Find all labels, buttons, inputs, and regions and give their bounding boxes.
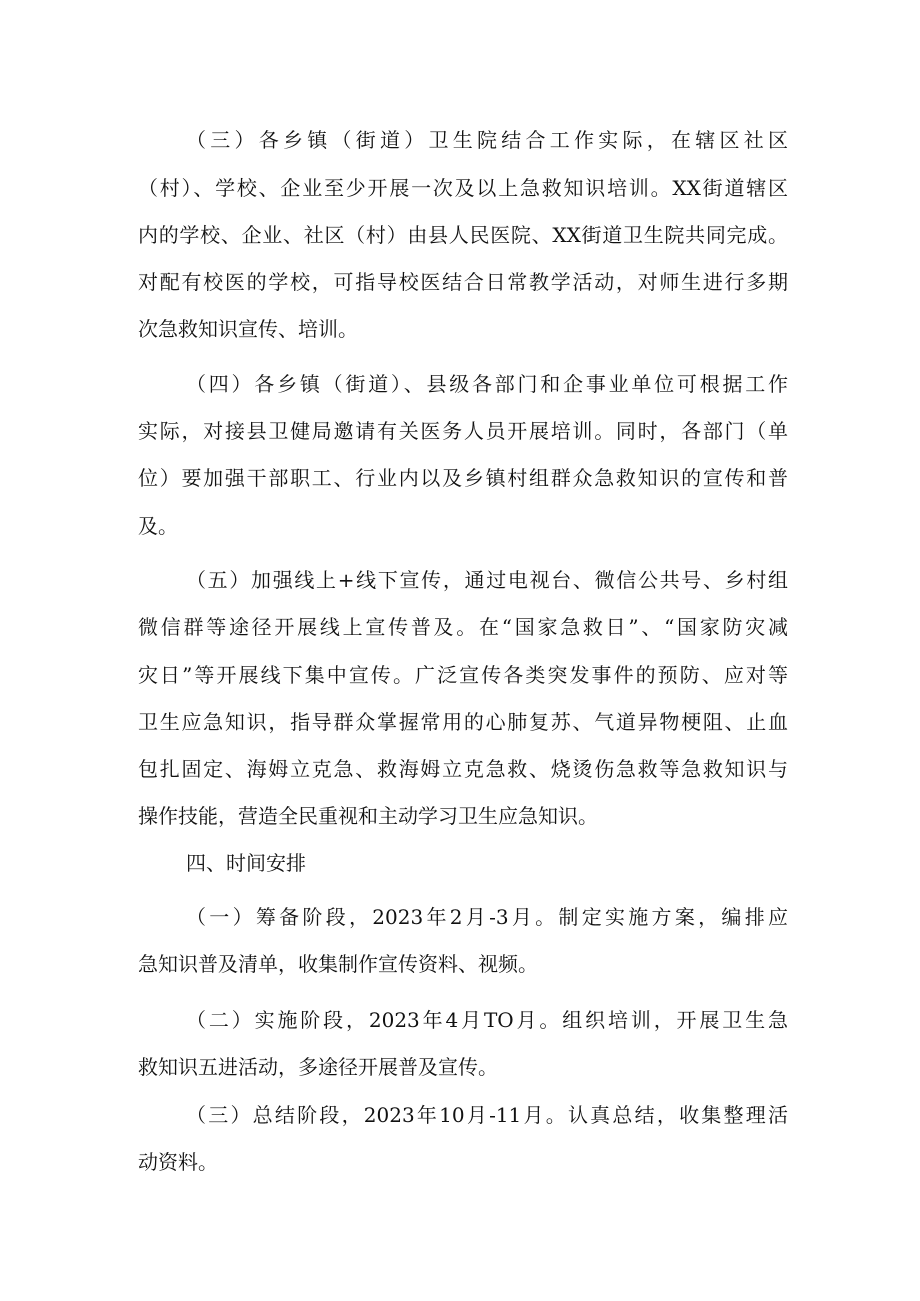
paragraph-4-line-2: 实际，对接县卫健局邀请有关医务人员开展培训。同时，各部门（单 bbox=[138, 419, 788, 443]
paragraph-4-line-3: 位）要加强干部职工、行业内以及乡镇村组群众急救知识的宣传和普 bbox=[138, 466, 788, 490]
schedule-item-1-line-1: （一）筹备阶段，2023年2月-3月。制定实施方案，编排应 bbox=[186, 905, 788, 929]
schedule-item-3-line-1: （三）总结阶段，2023年10月-11月。认真总结，收集整理活 bbox=[186, 1103, 788, 1127]
paragraph-5-line-3: 灾日”等开展线下集中宣传。广泛宣传各类突发事件的预防、应对等 bbox=[138, 663, 788, 687]
paragraph-3-line-3: 内的学校、企业、社区（村）由县人民医院、XX街道卫生院共同完成。 bbox=[138, 223, 788, 247]
paragraph-3-line-2: （村）、学校、企业至少开展一次及以上急救知识培训。XX街道辖区 bbox=[138, 176, 788, 200]
schedule-item-2-line-2: 救知识五进活动，多途径开展普及宣传。 bbox=[138, 1055, 498, 1079]
paragraph-5-line-2: 微信群等途径开展线上宣传普及。在“国家急救日”、“国家防灾减 bbox=[138, 615, 788, 639]
paragraph-3-line-5: 次急救知识宣传、培训。 bbox=[138, 317, 358, 341]
paragraph-5-line-6: 操作技能，营造全民重视和主动学习卫生应急知识。 bbox=[138, 804, 598, 828]
paragraph-5-line-5: 包扎固定、海姆立克急、救海姆立克急救、烧烫伤急救等急救知识与 bbox=[138, 757, 788, 781]
schedule-item-1-line-2: 急知识普及清单，收集制作宣传资料、视频。 bbox=[138, 952, 538, 976]
schedule-item-3-line-2: 动资料。 bbox=[138, 1150, 218, 1174]
paragraph-4-line-4: 及。 bbox=[138, 514, 178, 538]
paragraph-4-line-1: （四）各乡镇（街道）、县级各部门和企事业单位可根据工作 bbox=[186, 372, 788, 396]
paragraph-5-line-4: 卫生应急知识，指导群众掌握常用的心肺复苏、气道异物梗阻、止血 bbox=[138, 710, 788, 734]
paragraph-3-line-4: 对配有校医的学校，可指导校医结合日常教学活动，对师生进行多期 bbox=[138, 270, 788, 294]
section-heading-schedule: 四、时间安排 bbox=[186, 851, 306, 875]
paragraph-5-line-1: （五）加强线上+线下宣传，通过电视台、微信公共号、乡村组 bbox=[186, 568, 788, 592]
paragraph-3-line-1: （三）各乡镇（街道）卫生院结合工作实际，在辖区社区 bbox=[186, 128, 788, 152]
schedule-item-2-line-1: （二）实施阶段，2023年4月TO月。组织培训，开展卫生急 bbox=[186, 1008, 788, 1032]
